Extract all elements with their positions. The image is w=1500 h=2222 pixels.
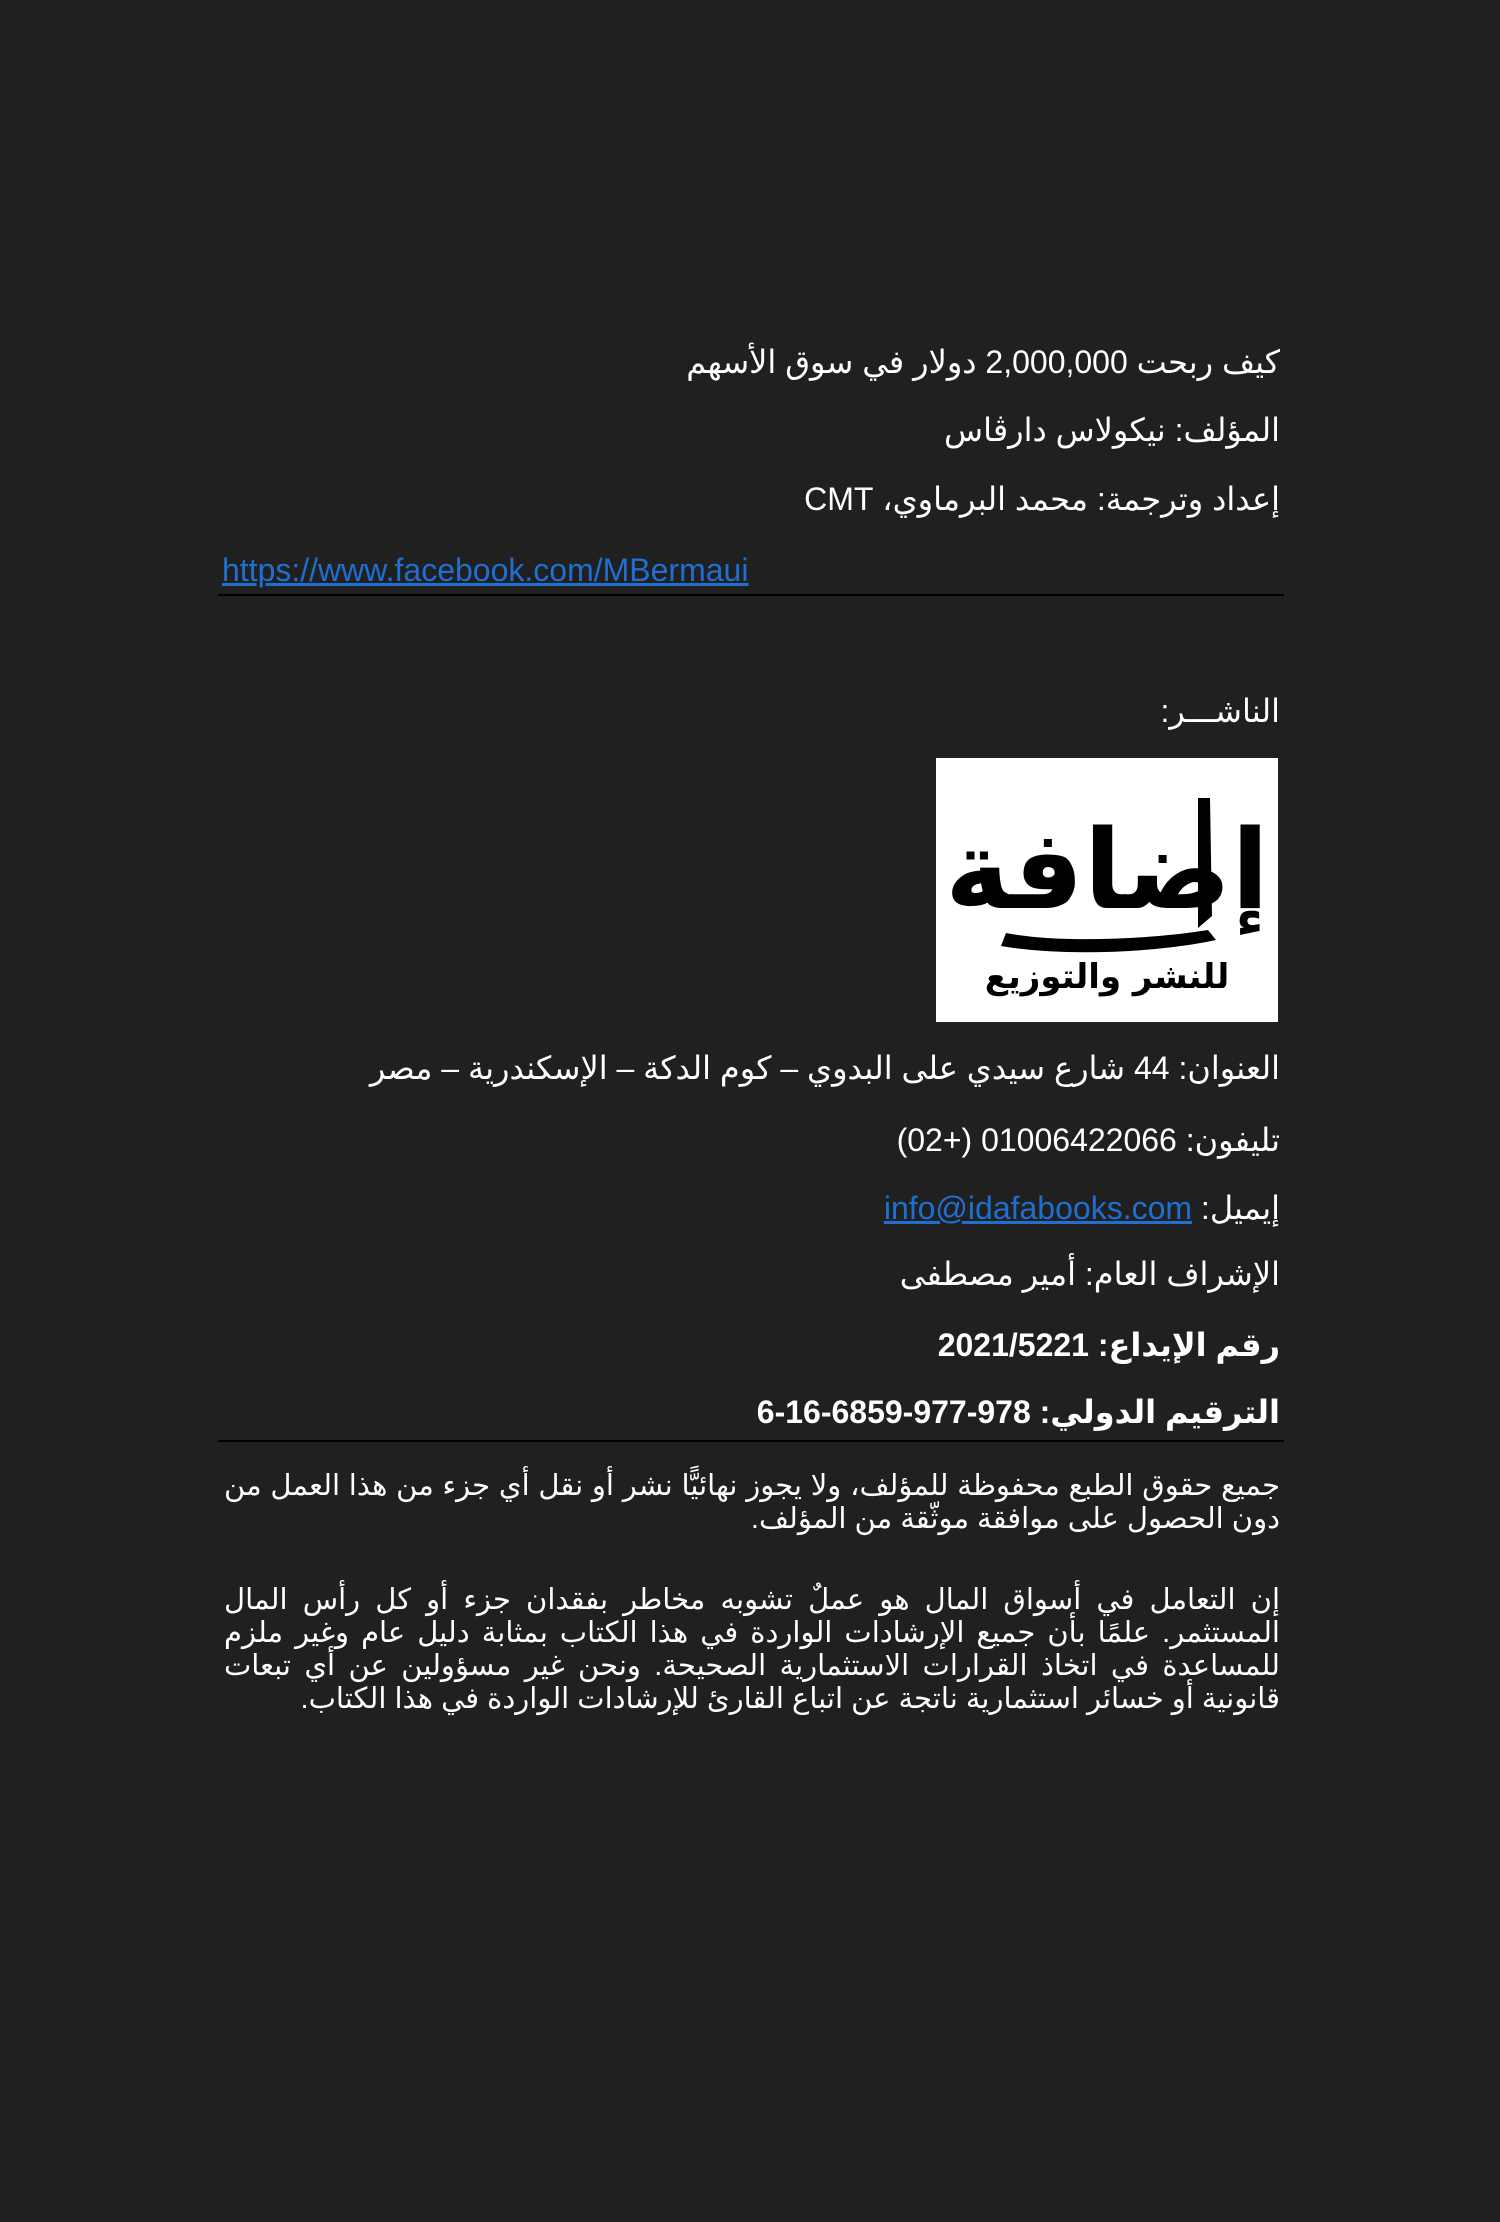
deposit-number: رقم الإيداع: 2021/5221 — [937, 1327, 1280, 1363]
divider-top — [218, 594, 1284, 596]
isbn: الترقيم الدولي: 978-977-6859-16-6 — [756, 1394, 1280, 1430]
copyright-notice: جميع حقوق الطبع محفوظة للمؤلف، ولا يجوز نهائيًّا نشر أو نقل أي جزء من هذا العمل من دون الحصول على موافقة موثّقة من المؤلف. — [224, 1470, 1280, 1535]
publisher-logo-mark — [936, 758, 1278, 1022]
copyright-page — [218, 0, 1284, 2222]
facebook-link[interactable]: https://www.facebook.com/MBermaui — [222, 552, 749, 588]
publisher-phone-line — [218, 1120, 1280, 1160]
publisher-address: العنوان: 44 شارع سيدي على البدوي – كوم الدكة – الإسكندرية – مصر — [369, 1050, 1280, 1086]
publisher-heading: الناشـــر: — [1160, 693, 1280, 729]
book-title: كيف ربحت 2,000,000 دولار في سوق الأسهم — [686, 344, 1280, 380]
divider-bottom — [218, 1440, 1284, 1442]
general-supervision: الإشراف العام: أمير مصطفى — [899, 1256, 1280, 1292]
email-link[interactable]: info@idafabooks.com — [883, 1190, 1193, 1226]
investment-disclaimer: إن التعامل في أسواق المال هو عملٌ تشوبه مخاطر بفقدان جزء أو كل رأس المال المستثمر. علمًا بأن جميع الإرشادات الواردة في هذا الكتاب بمثابة دليل عام وغير ملزم للمساعدة في اتخاذ القرارات الاستثمارية الصحيحة. ونحن غير مسؤولين عن أي تبعات قانونية أو خسائر استثمارية ناتجة عن اتباع القارئ للإرشادات الواردة في هذا الكتاب. — [224, 1584, 1280, 1715]
phone-label: تليفون: — [1185, 1122, 1280, 1158]
phone-number: (02+) 01006422066 — [896, 1122, 1177, 1158]
email-label: إيميل: — [1200, 1190, 1280, 1226]
translator-line: إعداد وترجمة: محمد البرماوي، CMT — [804, 481, 1280, 517]
logo-tagline: للنشر والتوزيع — [984, 957, 1230, 997]
publisher-email-line — [218, 1188, 1280, 1228]
author-line: المؤلف: نيكولاس دارڤاس — [944, 412, 1280, 448]
publisher-logo — [936, 758, 1278, 1022]
facebook-link-line[interactable] — [222, 550, 748, 590]
logo-name: إضافة — [944, 806, 1270, 934]
